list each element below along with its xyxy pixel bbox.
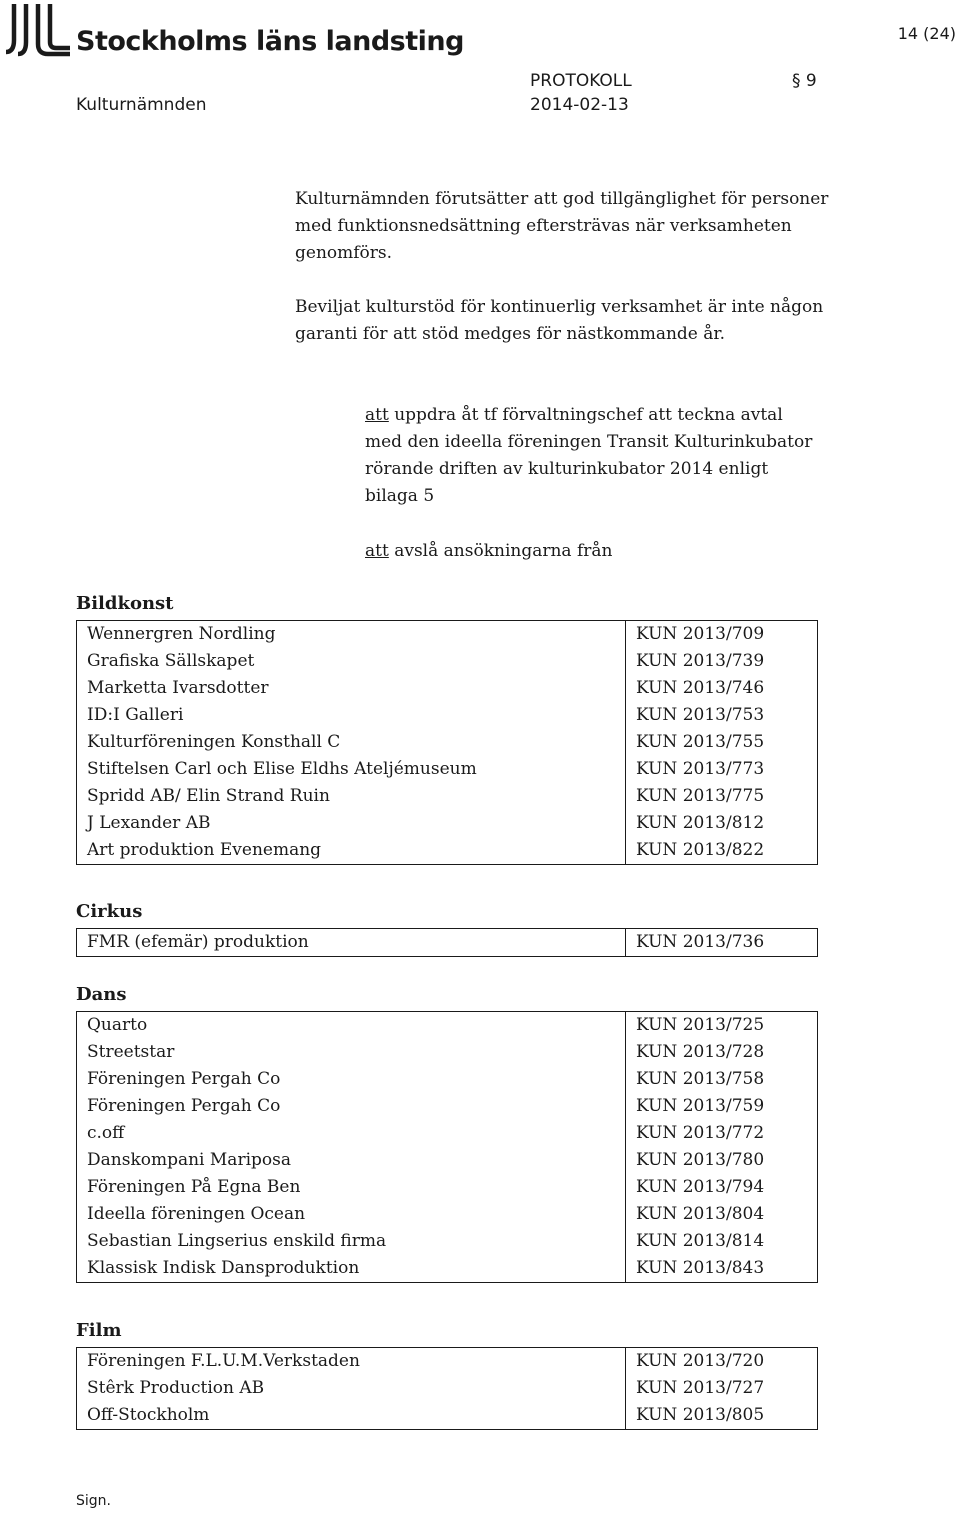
- case-number: KUN 2013/775: [636, 786, 765, 806]
- applicant-name: c.off: [77, 1120, 626, 1147]
- case-number: KUN 2013/812: [636, 813, 765, 833]
- table-row: [77, 675, 818, 702]
- section-title-dans: Dans: [76, 984, 127, 1005]
- applicant-name: Spridd AB/ Elin Strand Ruin: [77, 783, 626, 810]
- case-number: KUN 2013/794: [636, 1177, 765, 1197]
- applicant-name: Föreningen Pergah Co: [77, 1066, 626, 1093]
- case-number: KUN 2013/746: [636, 678, 765, 698]
- table-bildkonst: [76, 620, 818, 865]
- applicant-name: Föreningen F.L.U.M.Verkstaden: [77, 1348, 626, 1376]
- decision-reject-text: avslå ansökningarna från: [388, 541, 613, 561]
- applicant-name: Danskompani Mariposa: [77, 1147, 626, 1174]
- header-logo: [0, 0, 470, 62]
- case-number: KUN 2013/759: [636, 1096, 765, 1116]
- table-row: [77, 729, 818, 756]
- case-number: KUN 2013/720: [636, 1351, 765, 1371]
- decision-contract-text: uppdra åt tf förvaltningschef att teckna avtal med den ideella föreningen Transit Kulturinkubator rörande driften av kulturinkubator 2014 enligt bilaga 5: [365, 405, 813, 506]
- section-title-bildkonst: Bildkonst: [76, 593, 174, 614]
- case-number: KUN 2013/822: [636, 840, 765, 860]
- table-row: [77, 810, 818, 837]
- case-number: KUN 2013/804: [636, 1204, 765, 1224]
- document-type: PROTOKOLL: [530, 71, 632, 91]
- applicant-name: J Lexander AB: [77, 810, 626, 837]
- section-title-cirkus: Cirkus: [76, 901, 143, 922]
- decision-reject-paragraph: [365, 538, 825, 565]
- applicant-name: Sebastian Lingserius enskild firma: [77, 1228, 626, 1255]
- table-row: [77, 1228, 818, 1255]
- case-number: KUN 2013/728: [636, 1042, 765, 1062]
- case-number: KUN 2013/758: [636, 1069, 765, 1089]
- committee-name: Kulturnämnden: [76, 95, 207, 115]
- case-number: KUN 2013/739: [636, 651, 765, 671]
- table-dans: [76, 1011, 818, 1283]
- applicant-name: Quarto: [77, 1012, 626, 1040]
- table-row: [77, 756, 818, 783]
- table-row: [77, 1255, 818, 1283]
- applicant-name: FMR (efemär) produktion: [77, 929, 626, 957]
- case-number: KUN 2013/814: [636, 1231, 765, 1251]
- applicant-name: ID:I Galleri: [77, 702, 626, 729]
- table-row: [77, 702, 818, 729]
- signature-label: Sign.: [76, 1493, 111, 1509]
- table-row: [77, 1375, 818, 1402]
- table-row: [77, 648, 818, 675]
- table-row: [77, 1012, 818, 1040]
- table-row: [77, 1348, 818, 1376]
- sll-logo-icon: [4, 2, 72, 58]
- table-row: [77, 1093, 818, 1120]
- accessibility-paragraph: Kulturnämnden förutsätter att god tillgänglighet för personer med funktionsnedsättning eftersträvas när verksamheten genomförs.: [295, 189, 829, 263]
- case-number: KUN 2013/753: [636, 705, 765, 725]
- applicant-name: Klassisk Indisk Dansproduktion: [77, 1255, 626, 1283]
- att-prefix: att: [365, 541, 389, 561]
- table-row: [77, 1174, 818, 1201]
- case-number: KUN 2013/755: [636, 732, 765, 752]
- organization-name: Stockholms läns landsting: [76, 26, 464, 57]
- applicant-name: Kulturföreningen Konsthall C: [77, 729, 626, 756]
- case-number: KUN 2013/709: [636, 624, 765, 644]
- applicant-name: Stiftelsen Carl och Elise Eldhs Ateljémuseum: [77, 756, 626, 783]
- case-number: KUN 2013/772: [636, 1123, 765, 1143]
- case-number: KUN 2013/727: [636, 1378, 765, 1398]
- decision-contract-paragraph: [365, 402, 825, 510]
- applicant-name: Grafiska Sällskapet: [77, 648, 626, 675]
- table-row: [77, 929, 818, 957]
- table-row: [77, 1201, 818, 1228]
- section-number: § 9: [792, 71, 817, 91]
- applicant-name: Art produktion Evenemang: [77, 837, 626, 865]
- table-row: [77, 783, 818, 810]
- applicant-name: Föreningen På Egna Ben: [77, 1174, 626, 1201]
- table-row: [77, 1039, 818, 1066]
- page-number: 14 (24): [897, 24, 956, 43]
- applicant-name: Ideella föreningen Ocean: [77, 1201, 626, 1228]
- case-number: KUN 2013/780: [636, 1150, 765, 1170]
- applicant-name: Streetstar: [77, 1039, 626, 1066]
- guarantee-paragraph: Beviljat kulturstöd för kontinuerlig verksamhet är inte någon garanti för att stöd medges för nästkommande år.: [295, 297, 824, 344]
- att-prefix: att: [365, 405, 389, 425]
- table-row: [77, 621, 818, 649]
- case-number: KUN 2013/773: [636, 759, 765, 779]
- applicant-name: Wennergren Nordling: [77, 621, 626, 649]
- case-number: KUN 2013/736: [636, 932, 765, 952]
- document-date: 2014-02-13: [530, 95, 629, 115]
- table-row: [77, 1147, 818, 1174]
- applicant-name: Föreningen Pergah Co: [77, 1093, 626, 1120]
- case-number: KUN 2013/725: [636, 1015, 765, 1035]
- table-row: [77, 1066, 818, 1093]
- table-row: [77, 1402, 818, 1430]
- table-row: [77, 1120, 818, 1147]
- case-number: KUN 2013/805: [636, 1405, 765, 1425]
- section-title-film: Film: [76, 1320, 122, 1341]
- table-row: [77, 837, 818, 865]
- applicant-name: Marketta Ivarsdotter: [77, 675, 626, 702]
- table-film: [76, 1347, 818, 1430]
- table-cirkus: [76, 928, 818, 957]
- applicant-name: Stêrk Production AB: [77, 1375, 626, 1402]
- case-number: KUN 2013/843: [636, 1258, 765, 1278]
- applicant-name: Off-Stockholm: [77, 1402, 626, 1430]
